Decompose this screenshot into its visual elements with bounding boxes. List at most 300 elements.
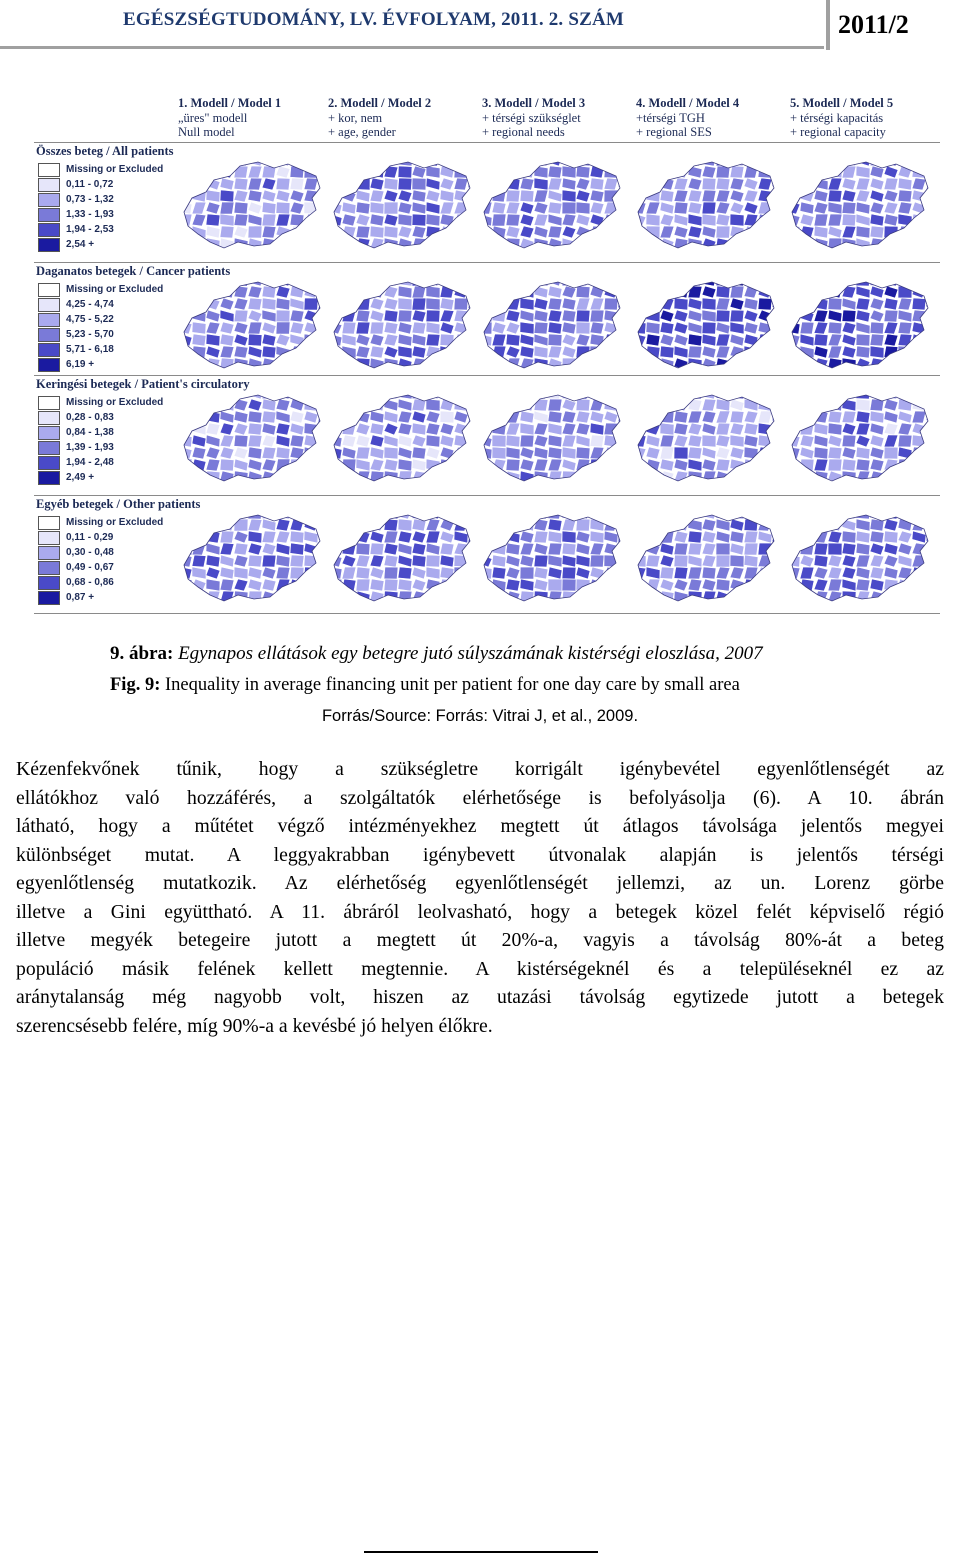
map-district bbox=[412, 214, 426, 226]
legend-swatch bbox=[38, 358, 60, 372]
map-district bbox=[814, 250, 828, 254]
map-district bbox=[548, 519, 562, 531]
map-district bbox=[842, 579, 856, 591]
map-district bbox=[758, 310, 772, 322]
map-district bbox=[562, 459, 576, 471]
map-district bbox=[290, 214, 304, 226]
map-district bbox=[898, 334, 912, 346]
map-district bbox=[370, 358, 384, 370]
map-district bbox=[548, 190, 562, 202]
map-district bbox=[800, 334, 814, 346]
map-district bbox=[342, 387, 356, 399]
map-district bbox=[814, 507, 828, 519]
map-district bbox=[304, 603, 318, 607]
map-district bbox=[730, 435, 744, 447]
map-district bbox=[660, 543, 674, 555]
map-district bbox=[318, 387, 324, 399]
map-district bbox=[398, 519, 412, 531]
map-district bbox=[520, 310, 534, 322]
map-district bbox=[276, 226, 290, 238]
map-district bbox=[548, 346, 562, 358]
map-district bbox=[926, 322, 932, 334]
map-district bbox=[548, 507, 562, 519]
map-district bbox=[492, 387, 506, 399]
map-district bbox=[702, 166, 716, 178]
map-district bbox=[730, 178, 744, 190]
map-district bbox=[412, 250, 426, 254]
map-district bbox=[220, 387, 234, 399]
map-district bbox=[618, 603, 624, 607]
map-district bbox=[576, 411, 590, 423]
map-district bbox=[520, 154, 534, 166]
map-district bbox=[660, 310, 674, 322]
map-district bbox=[412, 435, 426, 447]
map-district bbox=[716, 531, 730, 543]
map-district bbox=[660, 483, 674, 487]
map-district bbox=[192, 411, 206, 423]
map-district bbox=[898, 370, 912, 374]
map-district bbox=[492, 507, 506, 519]
map-district bbox=[674, 591, 688, 603]
map-district bbox=[856, 214, 870, 226]
map-district bbox=[576, 214, 590, 226]
map-district bbox=[590, 154, 604, 166]
map-district bbox=[248, 334, 262, 346]
map-district bbox=[828, 411, 842, 423]
map-district bbox=[688, 519, 702, 531]
map-district bbox=[744, 226, 758, 238]
panel-title: Egyéb betegek / Other patients bbox=[36, 497, 201, 511]
map-district bbox=[262, 543, 276, 555]
map-district bbox=[262, 310, 276, 322]
map-district bbox=[328, 411, 342, 423]
map-district bbox=[660, 166, 674, 178]
hungary-choropleth-map bbox=[178, 274, 324, 374]
map-district bbox=[730, 399, 744, 411]
map-district bbox=[576, 459, 590, 471]
map-district bbox=[618, 166, 624, 178]
map-district bbox=[276, 214, 290, 226]
body-line: Kézenfekvőnek tűnik, hogy a szükségletre korrigált igénybevétel egyenlőtlenségét az bbox=[16, 758, 944, 780]
map-district bbox=[220, 334, 234, 346]
map-district bbox=[744, 603, 758, 607]
map-district bbox=[730, 238, 744, 250]
map-district bbox=[926, 603, 932, 607]
map-district bbox=[842, 334, 856, 346]
map-district bbox=[520, 286, 534, 298]
map-district bbox=[178, 370, 192, 374]
legend-swatch bbox=[38, 456, 60, 470]
map-district bbox=[898, 298, 912, 310]
map-district bbox=[744, 543, 758, 555]
map-district bbox=[772, 274, 778, 286]
map-district bbox=[290, 226, 304, 238]
map-district bbox=[870, 483, 884, 487]
legend-swatch bbox=[38, 238, 60, 252]
map-district bbox=[468, 459, 474, 471]
map-district bbox=[178, 399, 192, 411]
map-district bbox=[534, 226, 548, 238]
map-district bbox=[454, 423, 468, 435]
map-district bbox=[468, 555, 474, 567]
map-district bbox=[842, 459, 856, 471]
map-district bbox=[912, 423, 926, 435]
map-district bbox=[688, 435, 702, 447]
map-district bbox=[870, 543, 884, 555]
map-district bbox=[506, 519, 520, 531]
map-district bbox=[192, 507, 206, 519]
map-district bbox=[318, 238, 324, 250]
map-district bbox=[262, 226, 276, 238]
map-district bbox=[562, 543, 576, 555]
map-district bbox=[786, 423, 800, 435]
map-district bbox=[898, 178, 912, 190]
map-district bbox=[856, 358, 870, 370]
legend-entry bbox=[38, 560, 163, 575]
map-district bbox=[234, 507, 248, 519]
map-district bbox=[926, 567, 932, 579]
map-district bbox=[534, 579, 548, 591]
map-district bbox=[870, 459, 884, 471]
map-district bbox=[468, 579, 474, 591]
legend-entry bbox=[38, 312, 163, 327]
map-district bbox=[562, 334, 576, 346]
map-district bbox=[412, 310, 426, 322]
map-district bbox=[356, 274, 370, 286]
map-district bbox=[660, 286, 674, 298]
map-district bbox=[426, 591, 440, 603]
map-district bbox=[492, 250, 506, 254]
map-district bbox=[454, 387, 468, 399]
map-district bbox=[814, 579, 828, 591]
map-district bbox=[772, 238, 778, 250]
map-district bbox=[478, 471, 492, 483]
map-district bbox=[468, 310, 474, 322]
map-district bbox=[468, 274, 474, 286]
map-district bbox=[562, 603, 576, 607]
map-district bbox=[290, 471, 304, 483]
map-district bbox=[548, 178, 562, 190]
map-district bbox=[730, 471, 744, 483]
map-district bbox=[370, 298, 384, 310]
map-district bbox=[590, 567, 604, 579]
legend-swatch bbox=[38, 576, 60, 590]
map-district bbox=[856, 507, 870, 519]
map-district bbox=[206, 358, 220, 370]
map-district bbox=[604, 411, 618, 423]
map-district bbox=[342, 370, 356, 374]
hungary-choropleth-map bbox=[632, 387, 778, 487]
map-district bbox=[426, 214, 440, 226]
map-district bbox=[604, 202, 618, 214]
map-district bbox=[814, 358, 828, 370]
figure-source: Forrás/Source: Forrás: Vitrai J, et al., 2009. bbox=[321, 707, 639, 725]
legend-label: Missing or Excluded bbox=[66, 164, 164, 175]
map-district bbox=[248, 459, 262, 471]
map-district bbox=[786, 519, 800, 531]
map-district bbox=[814, 387, 828, 399]
map-district bbox=[590, 214, 604, 226]
map-district bbox=[178, 238, 192, 250]
map-district bbox=[744, 334, 758, 346]
map-district bbox=[702, 387, 716, 399]
map-district bbox=[234, 310, 248, 322]
map-district bbox=[884, 226, 898, 238]
map-district bbox=[660, 555, 674, 567]
map-district bbox=[384, 387, 398, 399]
map-district bbox=[412, 483, 426, 487]
map-district bbox=[912, 471, 926, 483]
map-district bbox=[590, 370, 604, 374]
map-district bbox=[618, 250, 624, 254]
map-district bbox=[646, 507, 660, 519]
legend-label: 5,23 - 5,70 bbox=[66, 329, 114, 340]
map-district bbox=[674, 603, 688, 607]
map-district bbox=[618, 423, 624, 435]
map-district bbox=[492, 603, 506, 607]
map-district bbox=[702, 567, 716, 579]
map-district bbox=[842, 166, 856, 178]
map-district bbox=[276, 591, 290, 603]
map-district bbox=[758, 555, 772, 567]
map-district bbox=[548, 555, 562, 567]
map-district bbox=[884, 579, 898, 591]
map-district bbox=[370, 399, 384, 411]
legend-label: 5,71 - 6,18 bbox=[66, 344, 114, 355]
map-district bbox=[328, 202, 342, 214]
map-district bbox=[206, 423, 220, 435]
map-district bbox=[290, 154, 304, 166]
map-district bbox=[898, 411, 912, 423]
map-district bbox=[674, 250, 688, 254]
map-district bbox=[262, 346, 276, 358]
map-district bbox=[786, 411, 800, 423]
map-district bbox=[370, 238, 384, 250]
map-district bbox=[492, 399, 506, 411]
map-district bbox=[772, 250, 778, 254]
map-district bbox=[262, 567, 276, 579]
map-district bbox=[688, 531, 702, 543]
map-district bbox=[440, 274, 454, 286]
map-district bbox=[342, 298, 356, 310]
body-paragraph bbox=[16, 755, 944, 1040]
body-line: illetve megyék betegeire jutott a megtett út 20%-a, vagyis a távolság 80%-át a beteg bbox=[16, 929, 944, 951]
map-district bbox=[356, 579, 370, 591]
map-district bbox=[772, 603, 778, 607]
map-district bbox=[304, 202, 318, 214]
map-district bbox=[744, 423, 758, 435]
map-district bbox=[178, 358, 192, 370]
map-district bbox=[926, 250, 932, 254]
map-district bbox=[276, 286, 290, 298]
map-district bbox=[220, 250, 234, 254]
map-district bbox=[576, 202, 590, 214]
map-district bbox=[912, 214, 926, 226]
map-district bbox=[440, 322, 454, 334]
map-district bbox=[356, 447, 370, 459]
map-district bbox=[772, 423, 778, 435]
map-district bbox=[870, 435, 884, 447]
map-district bbox=[290, 483, 304, 487]
map-district bbox=[786, 322, 800, 334]
map-district bbox=[328, 555, 342, 567]
map-district bbox=[646, 310, 660, 322]
map-district bbox=[926, 334, 932, 346]
map-district bbox=[618, 435, 624, 447]
map-district bbox=[646, 202, 660, 214]
map-district bbox=[632, 543, 646, 555]
map-district bbox=[912, 555, 926, 567]
map-district bbox=[814, 166, 828, 178]
map-district bbox=[318, 591, 324, 603]
figure-bottom-rule bbox=[34, 613, 940, 614]
map-district bbox=[276, 543, 290, 555]
map-district bbox=[926, 202, 932, 214]
map-district bbox=[828, 250, 842, 254]
map-district bbox=[716, 555, 730, 567]
map-district bbox=[370, 579, 384, 591]
map-district bbox=[440, 370, 454, 374]
map-district bbox=[290, 591, 304, 603]
map-district bbox=[276, 202, 290, 214]
map-district bbox=[688, 298, 702, 310]
map-district bbox=[576, 483, 590, 487]
map-district bbox=[590, 603, 604, 607]
map-district bbox=[576, 370, 590, 374]
legend-swatch bbox=[38, 546, 60, 560]
map-district bbox=[290, 250, 304, 254]
map-district bbox=[562, 447, 576, 459]
map-district bbox=[454, 531, 468, 543]
map-district bbox=[454, 202, 468, 214]
map-district bbox=[318, 447, 324, 459]
map-district bbox=[674, 471, 688, 483]
hungary-choropleth-map bbox=[786, 507, 932, 607]
map-district bbox=[290, 178, 304, 190]
panel-rule bbox=[34, 495, 940, 496]
map-district bbox=[178, 178, 192, 190]
map-district bbox=[356, 483, 370, 487]
body-line: ellátókhoz való hozzáférés, a szolgáltatók elérhetősége is befolyásolja (6). A 10. ábrán bbox=[16, 786, 944, 809]
map-district bbox=[220, 483, 234, 487]
map-district bbox=[206, 322, 220, 334]
map-district bbox=[262, 202, 276, 214]
map-district bbox=[454, 322, 468, 334]
map-district bbox=[912, 358, 926, 370]
map-district bbox=[262, 298, 276, 310]
map-district bbox=[304, 423, 318, 435]
map-district bbox=[730, 226, 744, 238]
map-district bbox=[342, 154, 356, 166]
map-district bbox=[426, 603, 440, 607]
map-district bbox=[870, 423, 884, 435]
map-district bbox=[898, 214, 912, 226]
map-district bbox=[248, 166, 262, 178]
map-district bbox=[534, 399, 548, 411]
map-district bbox=[814, 202, 828, 214]
map-district bbox=[828, 298, 842, 310]
map-district bbox=[674, 483, 688, 487]
map-district bbox=[384, 310, 398, 322]
map-district bbox=[786, 483, 800, 487]
map-district bbox=[618, 459, 624, 471]
map-district bbox=[290, 202, 304, 214]
map-district bbox=[828, 358, 842, 370]
map-district bbox=[384, 567, 398, 579]
map-district bbox=[506, 154, 520, 166]
map-district bbox=[262, 411, 276, 423]
map-district bbox=[660, 567, 674, 579]
map-district bbox=[234, 190, 248, 202]
legend-entry bbox=[38, 192, 163, 207]
map-district bbox=[758, 435, 772, 447]
map-district bbox=[548, 459, 562, 471]
map-district bbox=[548, 567, 562, 579]
map-district bbox=[786, 202, 800, 214]
map-district bbox=[248, 507, 262, 519]
map-district bbox=[702, 334, 716, 346]
map-district bbox=[534, 310, 548, 322]
map-district bbox=[884, 555, 898, 567]
map-district bbox=[688, 555, 702, 567]
map-district bbox=[318, 399, 324, 411]
map-district bbox=[192, 579, 206, 591]
map-district bbox=[534, 154, 548, 166]
map-district bbox=[454, 178, 468, 190]
map-district bbox=[356, 214, 370, 226]
map-district bbox=[590, 250, 604, 254]
map-district bbox=[220, 543, 234, 555]
map-district bbox=[398, 591, 412, 603]
map-district bbox=[220, 579, 234, 591]
legend-label: 0,30 - 0,48 bbox=[66, 547, 114, 558]
map-district bbox=[744, 310, 758, 322]
map-district bbox=[206, 274, 220, 286]
map-district bbox=[856, 459, 870, 471]
map-district bbox=[842, 178, 856, 190]
map-district bbox=[384, 286, 398, 298]
map-district bbox=[702, 435, 716, 447]
map-district bbox=[506, 591, 520, 603]
map-district bbox=[814, 334, 828, 346]
map-district bbox=[454, 238, 468, 250]
map-district bbox=[178, 286, 192, 298]
map-district bbox=[304, 483, 318, 487]
map-district bbox=[492, 226, 506, 238]
map-district bbox=[192, 543, 206, 555]
map-district bbox=[178, 519, 192, 531]
map-district bbox=[426, 310, 440, 322]
map-district bbox=[248, 471, 262, 483]
map-district bbox=[716, 567, 730, 579]
map-district bbox=[398, 459, 412, 471]
map-district bbox=[220, 447, 234, 459]
hungary-choropleth-map bbox=[786, 154, 932, 254]
legend-swatch bbox=[38, 298, 60, 312]
map-district bbox=[370, 531, 384, 543]
map-district bbox=[356, 166, 370, 178]
legend-swatch bbox=[38, 208, 60, 222]
map-district bbox=[912, 543, 926, 555]
map-district bbox=[304, 310, 318, 322]
map-district bbox=[674, 154, 688, 166]
legend-label: 6,19 + bbox=[66, 359, 95, 370]
map-district bbox=[506, 166, 520, 178]
legend-entry bbox=[38, 177, 163, 192]
map-district bbox=[384, 154, 398, 166]
map-district bbox=[328, 166, 342, 178]
map-district bbox=[842, 190, 856, 202]
